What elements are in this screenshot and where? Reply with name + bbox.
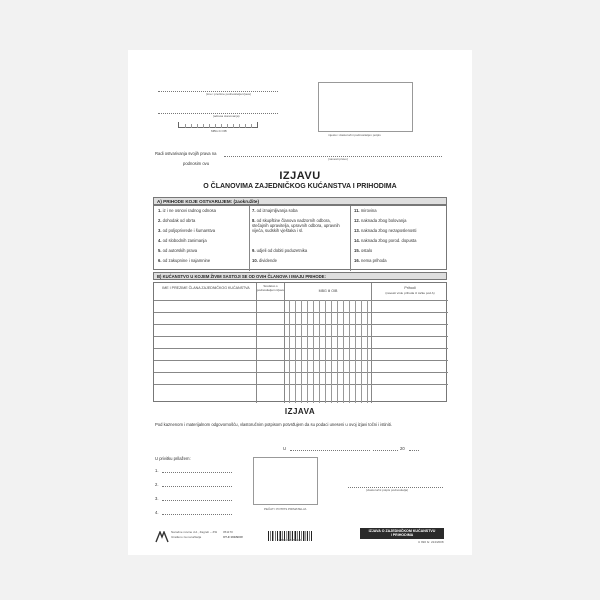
income-item-5[interactable]: 5. od autorskih prava [158,248,198,253]
barcode-number: 3 850157 056608 [278,538,302,542]
attachment-2-label: 2. [155,482,159,487]
year-input[interactable] [409,450,419,451]
stamp-box [318,82,413,132]
income-item-7[interactable]: 7. od iznajmljivanja soba [252,208,298,213]
badge-line1: IZJAVA O ZAJEDNIČKOM KUĆANSTVU [368,529,436,533]
barcode-icon [268,528,312,538]
attachment-1-input[interactable] [162,472,232,473]
income-item-9[interactable]: 9. udjeli od dobiti poduzetnika [252,248,308,253]
income-item-4[interactable]: 4. od slobodnih zanimanja [158,238,207,243]
purpose-note: (navesti pravo) [328,157,348,161]
page-title: IZJAVU [279,170,321,182]
oib-digit-ticks [289,300,367,403]
col-income-header: Prihodi [404,286,416,290]
place-input[interactable] [290,450,370,451]
col-name-header: IME I PREZIME ČLANA ZAJEDNIČKOG KUĆANSTVA [162,286,250,290]
product-code-1: 051170 [223,530,233,534]
badge-line2: I PRIHODIMA [390,533,414,538]
col-relation-header: Srodstvo s podnositeljem izjave [257,284,285,292]
income-item-10[interactable]: 10. dividende [252,258,277,263]
income-item-3[interactable]: 3. od poljoprivrede i šumarstva [158,228,216,233]
oib-label: MBG ili OIB [211,129,227,133]
page-subtitle: O ČLANOVIMA ZAJEDNIČKOG KUĆANSTVA I PRIHODIMA [203,183,397,190]
purpose-line1: Radi ostvarivanja svojih prava na [155,151,217,156]
income-item-13[interactable]: 13. naknada zbog nezaposlenosti [354,228,417,233]
income-item-8[interactable]: 8. od skupštine članova nadzornih odbora, stečajnih upravitelja, upravnih odbora, upravnih vijeća, sudskih vještaka i sl. [252,218,340,233]
section-b-heading: B) KUĆANSTVO U KOJEM ŽIVIM SASTOJI SE OD OVIH ČLANOVA I IMAJU PRIHODE: [153,272,447,280]
attachment-3-input[interactable] [162,500,232,501]
income-item-16[interactable]: 16. nema prihoda [354,258,387,263]
income-item-12[interactable]: 12. naknada zbog bolovanja [354,218,407,223]
signature-caption: (vlastoručni potpis podnositelja) [366,488,409,492]
purpose-line2: podnosim ovu [183,161,210,166]
publisher-logo-icon [155,530,169,542]
income-item-2[interactable]: 2. dohodak od obrta [158,218,196,223]
form-sheet [128,50,472,555]
attachment-1-label: 1. [155,468,159,473]
attachment-3-label: 3. [155,496,159,501]
income-item-1[interactable]: 1. iz i ne osnovi radnog odnosa [158,208,216,213]
income-item-14[interactable]: 14. naknada zbog porod. dopusta [354,238,417,243]
izjava-text: Pod kaznenom i materijalnom odgovornošću, vlastoručnim potpisom potvrđujem da su podaci uneseni u ovoj izjavi točni i istiniti. [155,422,392,427]
place-prefix: U [283,446,287,451]
income-item-15[interactable]: 15. ostalo [354,248,373,253]
attachments-label: U privitku prilažem: [155,456,191,461]
name-label: (ime i prezime podnositelja izjave) [206,92,252,96]
address-label: (adresa stanovanja) [213,114,240,118]
date-input[interactable] [373,450,398,451]
attachment-4-input[interactable] [162,514,232,515]
section-a-heading: A) PRIHODE KOJE OSTVARUJEM: (zaokružite) [153,197,447,205]
attachment-4-label: 4. [155,510,159,515]
household-table [153,282,447,402]
receiver-stamp-caption: PEČAT I POTPIS PRIMATELJA [264,507,307,511]
attachment-2-input[interactable] [162,486,232,487]
product-code-2: UT-II 101/NCR [223,535,243,539]
col-oib-header: MBG ili OIB [318,289,338,293]
publisher-name: Narodne novine d.d., Zagreb – ZSI [171,530,218,534]
oib-boxes[interactable] [178,122,258,128]
income-item-11[interactable]: 11. mirovina [354,208,377,213]
stamp-label: mjesto i vlastoručni podnositeljev potpis [328,133,381,137]
col-income-note: (navesti vrstu prihoda iz točke pod A) [385,291,435,295]
receiver-stamp-box [253,457,318,505]
publisher-line2: Izrađeno za naručitelja [171,535,202,539]
income-item-6[interactable]: 6. od zakupnine i najamnine [158,258,211,263]
badge-code: U 990 br. 224/2008 [418,540,444,544]
year-prefix: 20 [400,446,405,451]
form-title-badge [360,528,444,539]
izjava-heading: IZJAVA [284,407,316,416]
